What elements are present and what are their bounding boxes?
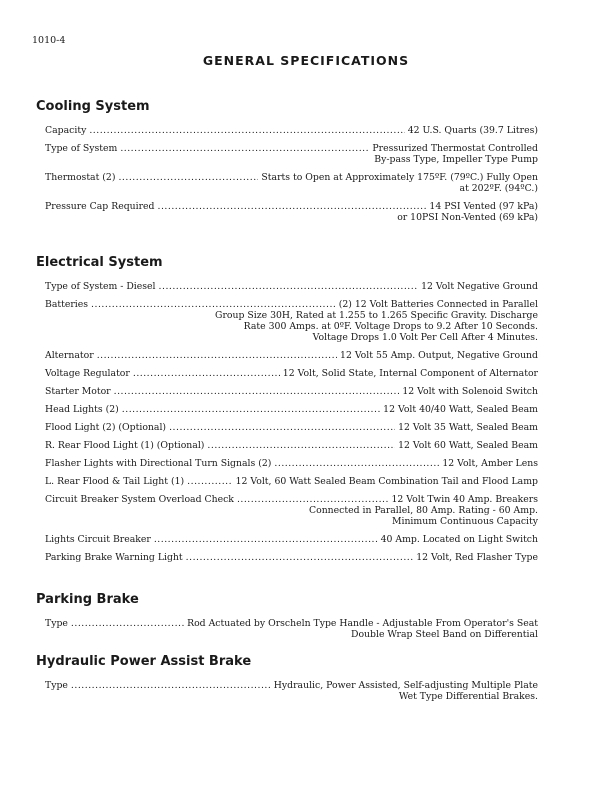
spec-value: 12 Volt, Amber Lens bbox=[442, 458, 538, 469]
dot-leader bbox=[169, 422, 395, 433]
spec-value-continuation: Voltage Drops 1.0 Volt Per Cell After 4 Minutes. bbox=[312, 332, 538, 343]
spec-value: Rod Actuated by Orscheln Type Handle - Adjustable From Operator's Seat bbox=[187, 618, 538, 629]
spec-row bbox=[45, 494, 538, 527]
dot-leader bbox=[97, 350, 337, 361]
spec-value: 12 Volt, Solid State, Internal Component of Alternator bbox=[282, 368, 538, 379]
spec-row bbox=[45, 386, 538, 397]
section-hydraulic-power-assist-brake bbox=[36, 654, 538, 709]
spec-label: Type bbox=[45, 618, 68, 629]
spec-value: 12 Volt 60 Watt, Sealed Beam bbox=[398, 440, 538, 451]
spec-line bbox=[45, 125, 538, 136]
section-heading: Cooling System bbox=[36, 99, 150, 114]
spec-value: 12 Volt 55 Amp. Output, Negative Ground bbox=[340, 350, 538, 361]
dot-leader bbox=[71, 618, 184, 629]
spec-label: Thermostat (2) bbox=[45, 172, 116, 183]
spec-row bbox=[45, 143, 538, 165]
spec-row bbox=[45, 368, 538, 379]
spec-value-continuation: Group Size 30H, Rated at 1.255 to 1.265 Specific Gravity. Discharge bbox=[215, 310, 538, 321]
dot-leader bbox=[154, 534, 378, 545]
dot-leader bbox=[89, 125, 404, 136]
dot-leader bbox=[122, 404, 380, 415]
spec-value: 12 Volt Negative Ground bbox=[421, 281, 538, 292]
spec-row bbox=[45, 534, 538, 545]
dot-leader bbox=[120, 143, 369, 154]
spec-value: 14 PSI Vented (97 kPa) bbox=[429, 201, 538, 212]
dot-leader bbox=[237, 494, 389, 505]
spec-label: Flood Light (2) (Optional) bbox=[45, 422, 167, 433]
dot-leader bbox=[159, 281, 419, 292]
section-electrical-system bbox=[36, 255, 538, 570]
spec-label: Batteries bbox=[45, 299, 89, 310]
spec-label: Type of System - Diesel bbox=[45, 281, 156, 292]
page-title: GENERAL SPECIFICATIONS bbox=[202, 53, 410, 68]
spec-label: Capacity bbox=[45, 125, 87, 136]
dot-leader bbox=[207, 440, 395, 451]
spec-label: Pressure Cap Required bbox=[45, 201, 155, 212]
spec-label: Parking Brake Warning Light bbox=[45, 552, 183, 563]
spec-row bbox=[45, 299, 538, 343]
spec-label: Circuit Breaker System Overload Check bbox=[45, 494, 234, 505]
spec-row bbox=[45, 680, 538, 702]
section-heading: Parking Brake bbox=[36, 592, 139, 607]
spec-row bbox=[45, 201, 538, 223]
spec-line bbox=[45, 172, 538, 183]
spec-value: 12 Volt Twin 40 Amp. Breakers bbox=[391, 494, 538, 505]
dot-leader bbox=[187, 476, 232, 487]
spec-value-continuation: Double Wrap Steel Band on Differential bbox=[351, 629, 538, 640]
spec-label: R. Rear Flood Light (1) (Optional) bbox=[45, 440, 205, 451]
spec-value: Starts to Open at Approximately 175ºF. (79ºC.) Fully Open bbox=[261, 172, 538, 183]
spec-value-continuation: Connected in Parallel, 80 Amp. Rating - 60 Amp. bbox=[308, 505, 538, 516]
spec-line bbox=[45, 534, 538, 545]
spec-line bbox=[45, 143, 538, 154]
spec-line bbox=[45, 299, 538, 310]
spec-value: 40 Amp. Located on Light Switch bbox=[380, 534, 538, 545]
spec-line bbox=[45, 201, 538, 212]
spec-row bbox=[45, 172, 538, 194]
spec-line bbox=[45, 680, 538, 691]
spec-line bbox=[45, 404, 538, 415]
spec-row bbox=[45, 422, 538, 433]
spec-line bbox=[45, 350, 538, 361]
spec-row bbox=[45, 458, 538, 469]
spec-label: Flasher Lights with Directional Turn Signals (2) bbox=[45, 458, 272, 469]
dot-leader bbox=[118, 172, 258, 183]
spec-row bbox=[45, 618, 538, 640]
spec-value: 12 Volt, 60 Watt Sealed Beam Combination Tail and Flood Lamp bbox=[235, 476, 538, 487]
dot-leader bbox=[186, 552, 414, 563]
spec-row bbox=[45, 404, 538, 415]
dot-leader bbox=[91, 299, 336, 310]
section-heading: Hydraulic Power Assist Brake bbox=[36, 654, 252, 669]
dot-leader bbox=[158, 201, 427, 212]
spec-line bbox=[45, 618, 538, 629]
spec-value-continuation: By-pass Type, Impeller Type Pump bbox=[374, 154, 538, 165]
spec-line bbox=[45, 440, 538, 451]
spec-row bbox=[45, 281, 538, 292]
dot-leader bbox=[71, 680, 271, 691]
spec-value: 12 Volt 40/40 Watt, Sealed Beam bbox=[383, 404, 538, 415]
spec-value-continuation: Minimum Continuous Capacity bbox=[391, 516, 538, 527]
spec-label: Voltage Regulator bbox=[45, 368, 130, 379]
spec-label: Type of System bbox=[45, 143, 118, 154]
spec-line bbox=[45, 494, 538, 505]
page-number: 1010-4 bbox=[32, 35, 66, 46]
spec-line bbox=[45, 422, 538, 433]
spec-row bbox=[45, 552, 538, 563]
dot-leader bbox=[274, 458, 439, 469]
spec-value-continuation: Rate 300 Amps. at 0ºF. Voltage Drops to 9.2 After 10 Seconds. bbox=[243, 321, 538, 332]
spec-row bbox=[45, 440, 538, 451]
spec-value-continuation: or 10PSI Non-Vented (69 kPa) bbox=[397, 212, 538, 223]
spec-label: L. Rear Flood & Tail Light (1) bbox=[45, 476, 185, 487]
dot-leader bbox=[133, 368, 280, 379]
dot-leader bbox=[114, 386, 400, 397]
spec-label: Starter Motor bbox=[45, 386, 111, 397]
spec-line bbox=[45, 458, 538, 469]
spec-value: 42 U.S. Quarts (39.7 Litres) bbox=[407, 125, 538, 136]
spec-line bbox=[45, 386, 538, 397]
section-heading: Electrical System bbox=[36, 255, 163, 270]
spec-value: 12 Volt, Red Flasher Type bbox=[416, 552, 538, 563]
spec-value-continuation: at 202ºF. (94ºC.) bbox=[459, 183, 538, 194]
spec-value: (2) 12 Volt Batteries Connected in Parallel bbox=[338, 299, 538, 310]
spec-value-continuation: Wet Type Differential Brakes. bbox=[398, 691, 538, 702]
spec-line bbox=[45, 552, 538, 563]
spec-row bbox=[45, 476, 538, 487]
spec-label: Lights Circuit Breaker bbox=[45, 534, 151, 545]
spec-value: Hydraulic, Power Assisted, Self-adjusting Multiple Plate bbox=[273, 680, 538, 691]
spec-line bbox=[45, 368, 538, 379]
section-parking-brake bbox=[36, 592, 538, 647]
spec-line bbox=[45, 281, 538, 292]
spec-value: 12 Volt with Solenoid Switch bbox=[402, 386, 538, 397]
spec-value: 12 Volt 35 Watt, Sealed Beam bbox=[398, 422, 538, 433]
section-cooling-system bbox=[36, 99, 538, 230]
spec-label: Head Lights (2) bbox=[45, 404, 119, 415]
spec-row bbox=[45, 350, 538, 361]
spec-label: Alternator bbox=[45, 350, 94, 361]
spec-line bbox=[45, 476, 538, 487]
spec-value: Pressurized Thermostat Controlled bbox=[372, 143, 538, 154]
spec-row bbox=[45, 125, 538, 136]
spec-label: Type bbox=[45, 680, 68, 691]
